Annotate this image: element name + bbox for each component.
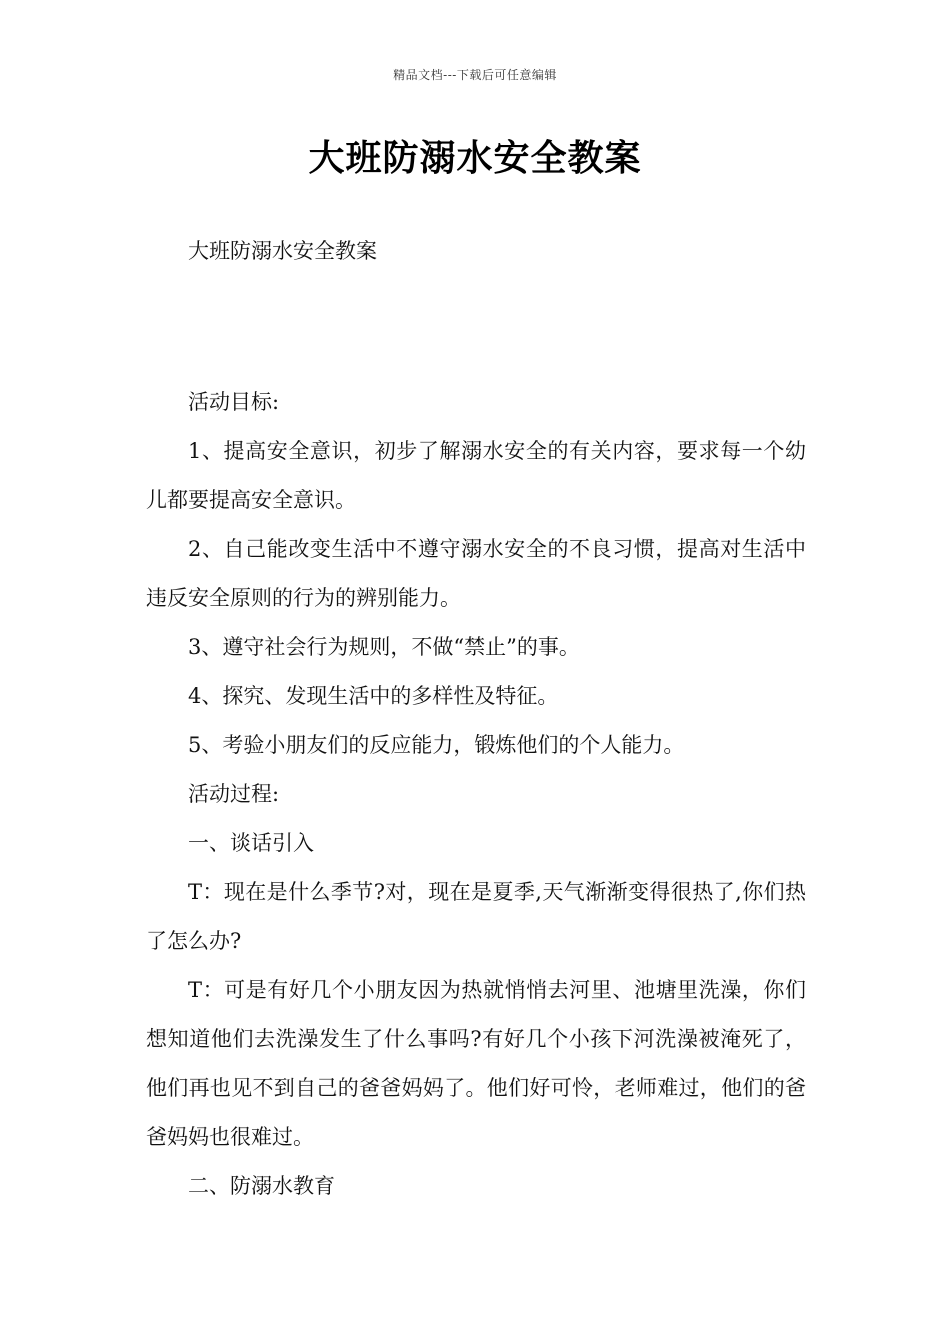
step-heading-2: 二、防溺水教育 <box>188 1174 335 1198</box>
goal-item-3: 3、遵守社会行为规则，不做“禁止”的事。 <box>188 635 580 659</box>
header-note: 精品文档---下载后可任意编辑 <box>393 68 557 82</box>
goal-item-5: 5、考验小朋友们的反应能力，锻炼他们的个人能力。 <box>188 733 685 757</box>
subtitle-block <box>146 227 806 276</box>
goal-item-1: 1、提高安全意识，初步了解溺水安全的有关内容，要求每一个幼儿都要提高安全意识。 <box>146 439 806 512</box>
document-body <box>146 378 806 1211</box>
section-heading-goals: 活动目标: <box>188 390 280 414</box>
goal-item-4: 4、探究、发现生活中的多样性及特征。 <box>188 684 559 708</box>
subtitle-text: 大班防溺水安全教案 <box>188 239 377 263</box>
goal-item-2: 2、自己能改变生活中不遵守溺水安全的不良习惯，提高对生活中违反安全原则的行为的辨别能力。 <box>146 537 806 610</box>
dialogue-paragraph-1: T：现在是什么季节?对，现在是夏季,天气渐渐变得很热了,你们热了怎么办? <box>146 880 806 953</box>
page-title: 大班防溺水安全教案 <box>308 137 642 179</box>
section-heading-process: 活动过程: <box>188 782 280 806</box>
step-heading-1: 一、谈话引入 <box>188 831 314 855</box>
dialogue-paragraph-2: T：可是有好几个小朋友因为热就悄悄去河里、池塘里洗澡，你们想知道他们去洗澡发生了什么事吗?有好几个小孩下河洗澡被淹死了，他们再也见不到自己的爸爸妈妈了。他们好可怜，老师难过，他们的爸爸妈妈也很难过。 <box>146 978 806 1149</box>
